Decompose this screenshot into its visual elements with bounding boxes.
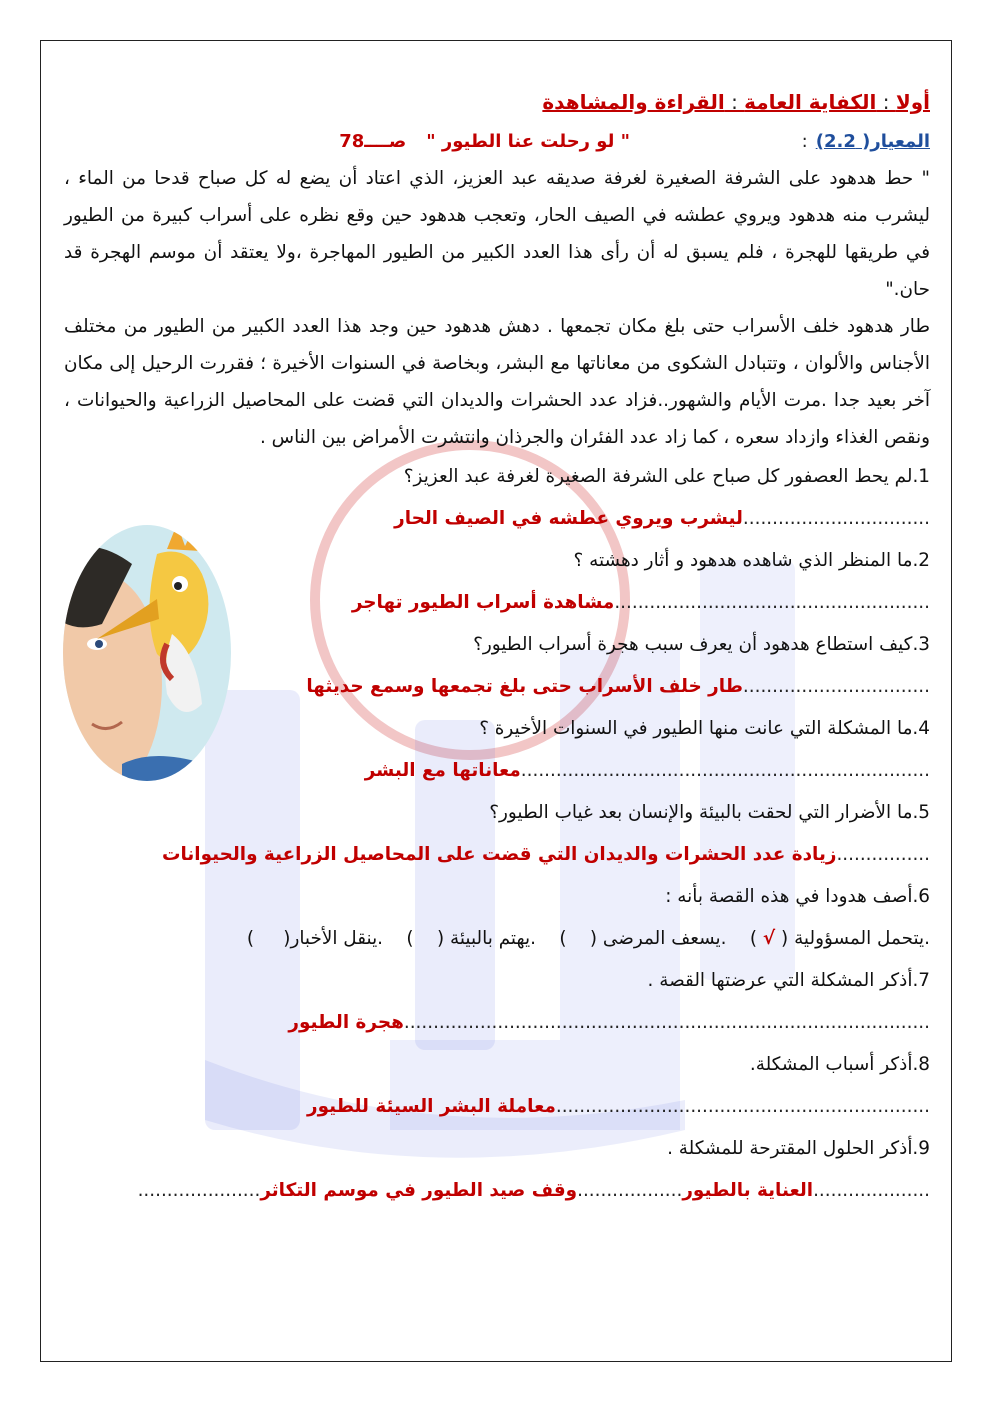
question-3: 3.كيف استطاع هدهود أن يعرف سبب هجرة أسراب الطيور؟ ................................طار خلف الأسراب حتى بلغ تجمعها وسمع حديثها [64, 624, 930, 708]
question-4: 4.ما المشكلة التي عانت منها الطيور في السنوات الأخيرة ؟ ......................................................................معاناتها مع البشر [64, 708, 930, 792]
passage-paragraph-1: " حط هدهود على الشرفة الصغيرة لغرفة صديقه عبد العزيز، الذي اعتاد أن يضع له كل صباح قدحا من الماء ، ليشرب منه هدهود ويروي عطشه في الصيف الحار، وتعجب هدهود حين وقع نظره على أسراب كبيرة من الطيور في طريقها للهجرة ، فلم يسبق له أن رأى هذا العدد الكبير من الطيور المهاجرة ،ولا يعتقد أن موسم الهجرة قد حان." [64, 168, 930, 300]
story-title: " لو رحلت عنا الطيور "صــــ78 [339, 131, 630, 152]
question-1: 1.لم يحط العصفور كل صباح على الشرفة الصغيرة لغرفة عبد العزيز؟ ................................ليشرب ويروي عطشه في الصيف الحار [64, 456, 930, 540]
answer-2: ......................................................مشاهدة أسراب الطيور تهاجر [351, 592, 930, 613]
answer-7: ..........................................................................................هجرة الطيور [288, 1012, 930, 1033]
choice-2: .يسعف المرضى ( ) [559, 928, 727, 949]
question-9: 9.أذكر الحلول المقترحة للمشكلة . ....................العناية بالطيور..................وقف صيد الطيور في موسم التكاثر..................... [64, 1128, 930, 1212]
criterion-label: المعيار( 2.2) [815, 131, 930, 152]
answer-5: ................زيادة عدد الحشرات والديدان التي قضت على المحاصيل الزراعية والحيوانات [162, 844, 930, 865]
question-7: 7.أذكر المشكلة التي عرضتها القصة . ..........................................................................................هجرة الطيور [64, 960, 930, 1044]
worksheet-content [64, 80, 930, 1212]
question-8: 8.أذكر أسباب المشكلة. ................................................................معاملة البشر السيئة للطيور [64, 1044, 930, 1128]
answer-3: ................................طار خلف الأسراب حتى بلغ تجمعها وسمع حديثها [306, 676, 930, 697]
question-2: 2.ما المنظر الذي شاهده هدهود و أثار دهشته ؟ ......................................................مشاهدة أسراب الطيور تهاجر [64, 540, 930, 624]
reading-passage [64, 160, 930, 456]
choice-4: .ينقل الأخبار( ) [246, 928, 384, 949]
answer-9: ....................العناية بالطيور..................وقف صيد الطيور في موسم التكاثر..................... [137, 1180, 930, 1201]
choice-1: .يتحمل المسؤولية ( √ ) [749, 928, 930, 949]
answer-1: ................................ليشرب ويروي عطشه في الصيف الحار [394, 508, 930, 529]
question-5: 5.ما الأضرار التي لحقت بالبيئة والإنسان بعد غياب الطيور؟ ................زيادة عدد الحشرات والديدان التي قضت على المحاصيل الزراعية والحيوانات [64, 792, 930, 876]
passage-paragraph-2: طار هدهود خلف الأسراب حتى بلغ مكان تجمعها . دهش هدهود حين وجد هذا العدد الكبير من الطيور من مختلف الأجناس والألوان ، وتتبادل الشكوى من معاناتها مع البشر، وبخاصة في السنوات الأخيرة ؛ فقررت الرحيل إلى مكان آخر بعيد جدا .مرت الأيام والشهور..فزاد عدد الحشرات والديدان التي قضت على المحاصيل الزراعية والحيوانات ، ونقص الغذاء وازداد سعره ، كما زاد عدد الفئران والجرذان وانتشرت الأمراض بين الناس . [64, 316, 930, 448]
criterion-line: المعيار( 2.2): " لو رحلت عنا الطيور "صــــ78 [64, 124, 930, 160]
question-6: 6.أصف هدودا في هذه القصة بأنه : .يتحمل المسؤولية ( √ ) .يسعف المرضى ( ) .يهتم بالبيئة ( ) .ينقل الأخبار( ) [64, 876, 930, 960]
choice-3: .يهتم بالبيئة ( ) [406, 928, 536, 949]
answer-8: ................................................................معاملة البشر السيئة للطيور [307, 1096, 930, 1117]
section-heading: أولا : الكفاية العامة : القراءة والمشاهدة [542, 90, 930, 114]
answer-4: ......................................................................معاناتها مع البشر [364, 760, 930, 781]
choices-row [64, 918, 930, 960]
